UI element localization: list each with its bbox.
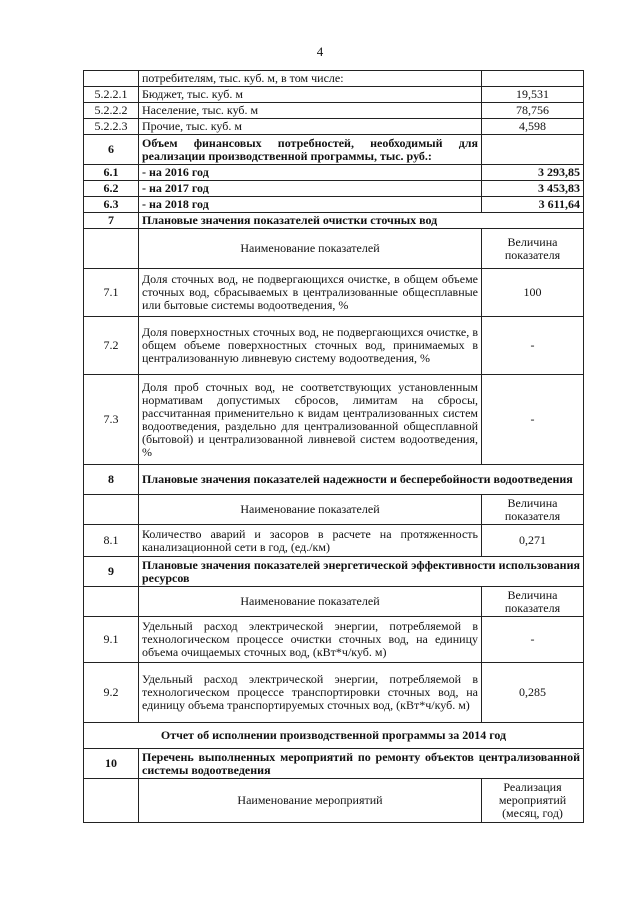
section-title: Объем финансовых потребностей, необходимый для реализации производственной программы, тыс. руб.: [139, 135, 482, 165]
row-value: 78,756 [482, 103, 584, 119]
column-header-value: Величина показателя [482, 229, 584, 269]
row-description: Доля поверхностных сточных вод, не подвергающихся очистке, в общем объеме поверхностных сточных вод, принимаемых в централизованную ливневую систему водоотведения, % [139, 317, 482, 375]
row-number: 8.1 [84, 525, 139, 557]
row-description: - на 2016 год [139, 165, 482, 181]
column-header-value: Величина показателя [482, 587, 584, 617]
section-number: 10 [84, 749, 139, 779]
row-value: 0,285 [482, 663, 584, 723]
column-header-name: Наименование показателей [139, 229, 482, 269]
row-description: Количество аварий и засоров в расчете на протяженность канализационной сети в год, (ед./км) [139, 525, 482, 557]
program-table [83, 70, 584, 823]
section-number: 7 [84, 213, 139, 229]
table-row [84, 197, 584, 213]
table-row [84, 119, 584, 135]
row-value: 4,598 [482, 119, 584, 135]
row-description: потребителям, тыс. куб. м, в том числе: [139, 71, 482, 87]
row-number: 7.3 [84, 375, 139, 465]
row-value [482, 135, 584, 165]
row-number [84, 587, 139, 617]
column-header-name: Наименование мероприятий [139, 779, 482, 823]
section-title: Плановые значения показателей надежности и бесперебойности водоотведения [139, 465, 584, 495]
section-number: 6 [84, 135, 139, 165]
section-number: 9 [84, 557, 139, 587]
header-row [84, 229, 584, 269]
header-row [84, 587, 584, 617]
row-number: 5.2.2.1 [84, 87, 139, 103]
table-row [84, 181, 584, 197]
table-row [84, 71, 584, 87]
column-header-name: Наименование показателей [139, 495, 482, 525]
row-number: 5.2.2.3 [84, 119, 139, 135]
table-row [84, 375, 584, 465]
table-row [84, 165, 584, 181]
row-number [84, 779, 139, 823]
row-value: 0,271 [482, 525, 584, 557]
table-row [84, 87, 584, 103]
table-row [84, 103, 584, 119]
row-number: 9.1 [84, 617, 139, 663]
row-number: 9.2 [84, 663, 139, 723]
page-number: 4 [316, 44, 324, 59]
row-number [84, 495, 139, 525]
row-value: - [482, 375, 584, 465]
row-value: 100 [482, 269, 584, 317]
table-row [84, 617, 584, 663]
table-row [84, 525, 584, 557]
row-description: - на 2018 год [139, 197, 482, 213]
row-number [84, 71, 139, 87]
section-row [84, 213, 584, 229]
column-header-name: Наименование показателей [139, 587, 482, 617]
row-description: Население, тыс. куб. м [139, 103, 482, 119]
section-row [84, 135, 584, 165]
column-header-value: Величина показателя [482, 495, 584, 525]
section-title: Плановые значения показателей энергетической эффективности использования ресурсов [139, 557, 584, 587]
row-description: Прочие, тыс. куб. м [139, 119, 482, 135]
row-number: 7.1 [84, 269, 139, 317]
table-row [84, 317, 584, 375]
row-number: 5.2.2.2 [84, 103, 139, 119]
row-value: - [482, 317, 584, 375]
header-row [84, 495, 584, 525]
row-value: 3 293,85 [482, 165, 584, 181]
table-row [84, 663, 584, 723]
row-value: 19,531 [482, 87, 584, 103]
header-row [84, 779, 584, 823]
column-header-value: Реализация мероприятий (месяц, год) [482, 779, 584, 823]
row-value: 3 453,83 [482, 181, 584, 197]
table-row [84, 269, 584, 317]
row-description: Удельный расход электрической энергии, потребляемой в технологическом процессе очистки сточных вод, на единицу объема очищаемых сточных вод, (кВт*ч/куб. м) [139, 617, 482, 663]
row-number [84, 229, 139, 269]
row-value: - [482, 617, 584, 663]
report-heading: Отчет об исполнении производственной программы за 2014 год [84, 723, 584, 749]
row-number: 7.2 [84, 317, 139, 375]
row-value: 3 611,64 [482, 197, 584, 213]
row-description: Бюджет, тыс. куб. м [139, 87, 482, 103]
section-title: Перечень выполненных мероприятий по ремонту объектов централизованной системы водоотведения [139, 749, 584, 779]
section-title: Плановые значения показателей очистки сточных вод [139, 213, 584, 229]
row-description: Удельный расход электрической энергии, потребляемой в технологическом процессе транспортировки сточных вод, на единицу объема транспортируемых сточных вод, (кВт*ч/куб. м) [139, 663, 482, 723]
report-heading-row [84, 723, 584, 749]
row-number: 6.2 [84, 181, 139, 197]
row-description: Доля проб сточных вод, не соответствующих установленным нормативам допустимых сбросов, лимитам на сбросы, рассчитанная применительно к видам централизованных систем водоотведения, раздельно для централизованной общесплавной (бытовой) и централизованной ливневой систем водоотведения, % [139, 375, 482, 465]
row-description: - на 2017 год [139, 181, 482, 197]
section-number: 8 [84, 465, 139, 495]
row-description: Доля сточных вод, не подвергающихся очистке, в общем объеме сточных вод, сбрасываемых в централизованные общесплавные или бытовые системы водоотведения, % [139, 269, 482, 317]
section-row [84, 749, 584, 779]
row-number: 6.1 [84, 165, 139, 181]
section-row [84, 465, 584, 495]
row-value [482, 71, 584, 87]
row-number: 6.3 [84, 197, 139, 213]
section-row [84, 557, 584, 587]
